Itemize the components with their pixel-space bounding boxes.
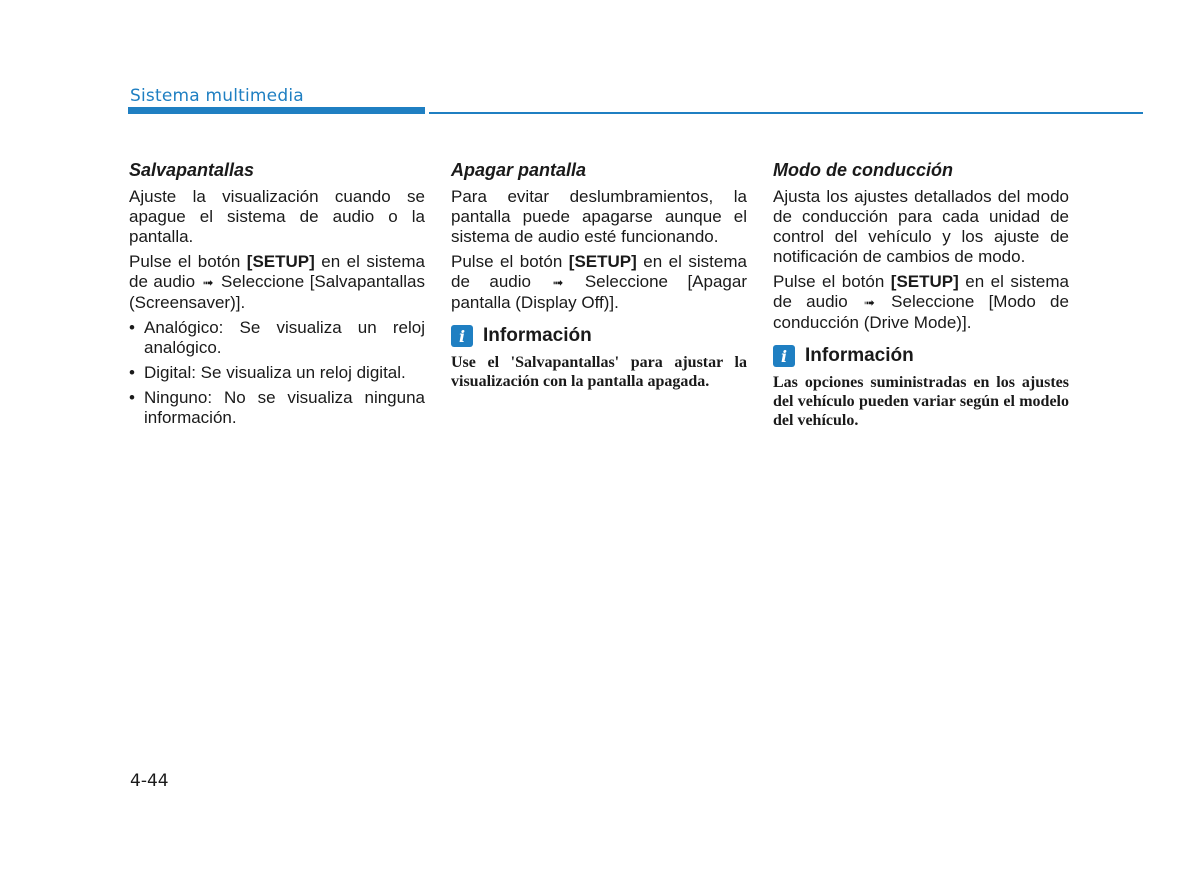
info-box [773, 345, 1069, 430]
instruction-post: Seleccione [Salvapantallas (Screensaver)]. [129, 272, 425, 312]
instruction-pre: Pulse el botón [129, 252, 241, 271]
info-body: Las opciones suministradas en los ajustes del vehículo pueden variar según el modelo del vehículo. [773, 374, 1069, 429]
heading-screensaver: Salvapantallas [129, 160, 255, 180]
instruction-mid: en el sistema de audio [451, 252, 747, 291]
instruction-paragraph [129, 252, 425, 313]
instruction-post: Seleccione [Modo de conducción (Drive Mode)]. [773, 292, 1069, 332]
instruction-paragraph [773, 272, 1069, 333]
info-icon: i [451, 325, 473, 347]
info-title: Información [483, 325, 592, 346]
arrow-right-icon: ➟ [202, 275, 214, 290]
instruction-post: Seleccione [Apagar pantalla (Display Off)]. [451, 272, 747, 312]
instruction-mid: en el sistema de audio [773, 272, 1069, 311]
info-header [773, 345, 1069, 367]
instruction-paragraph [451, 252, 747, 313]
heading-display-off: Apagar pantalla [451, 160, 587, 180]
column-drive-mode [773, 160, 1069, 430]
paragraph: Para evitar deslumbramientos, la pantalla puede apagarse aunque el sistema de audio esté funcionando. [451, 187, 747, 246]
page-number: 4-44 [130, 771, 169, 791]
heading-drive-mode: Modo de conducción [773, 160, 953, 180]
option-list [129, 318, 425, 428]
section-title: Sistema multimedia [130, 86, 304, 106]
paragraph: Ajusta los ajustes detallados del modo de conducción para cada unidad de control del vehículo y los ajuste de notificación de cambios de modo. [773, 187, 1069, 266]
setup-button-label: [SETUP] [890, 272, 959, 291]
arrow-right-icon: ➟ [552, 275, 564, 290]
info-box [451, 325, 747, 391]
info-header [451, 325, 747, 347]
column-screensaver [129, 160, 425, 433]
instruction-mid: en el sistema de audio [129, 252, 425, 291]
instruction-pre: Pulse el botón [451, 252, 563, 271]
list-item: • Digital: Se visualiza un reloj digital. [129, 363, 425, 383]
instruction-pre: Pulse el botón [773, 272, 885, 291]
list-item: • Ninguno: No se visualiza ninguna información. [129, 388, 425, 428]
setup-button-label: [SETUP] [568, 252, 637, 271]
info-body: Use el 'Salvapantallas' para ajustar la visualización con la pantalla apagada. [451, 354, 747, 390]
column-display-off [451, 160, 747, 391]
arrow-right-icon: ➟ [864, 295, 875, 310]
header-bar-thin [429, 112, 1143, 114]
paragraph: Ajuste la visualización cuando se apague el sistema de audio o la pantalla. [129, 187, 425, 246]
list-item: • Analógico: Se visualiza un reloj analógico. [129, 318, 425, 358]
setup-button-label: [SETUP] [246, 252, 315, 271]
header-bar-thick [128, 107, 425, 114]
info-icon: i [773, 345, 795, 367]
info-title: Información [805, 345, 914, 366]
